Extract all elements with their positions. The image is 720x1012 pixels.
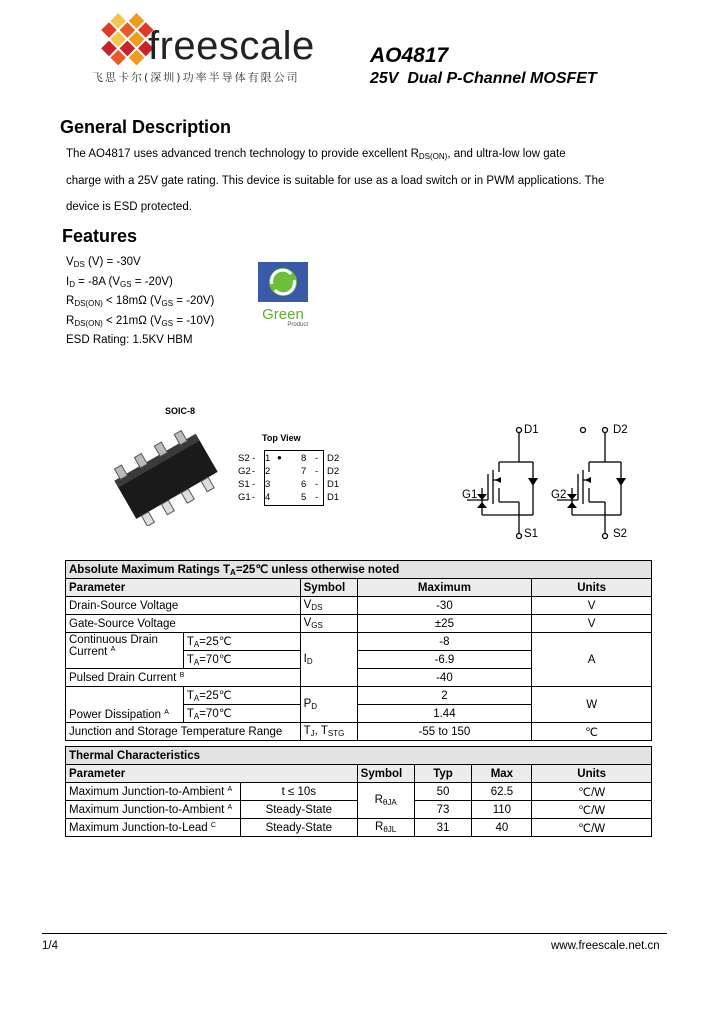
description-line-3: device is ESD protected. (66, 201, 192, 213)
table-row: $T_A=70℃$ -6.9 (66, 651, 652, 669)
pin-row: 7 - D2 (301, 466, 340, 477)
general-description-heading: General Description (60, 117, 232, 137)
table-row: Power Dissipation $^A$ $T_A=25℃$ $P_D$ 2 W (66, 687, 652, 705)
table-row: $T_A=70℃$ 1.44 (66, 705, 652, 723)
pinout-right (301, 452, 339, 504)
top-view-label: Top View (262, 433, 301, 443)
table-row: Maximum Junction-to-Ambient $^A$ t ≤ 10s $R_{\theta JA}$ 50 62.5 ℃/W (66, 783, 652, 801)
table-header-row: Parameter Symbol Typ Max Units (66, 765, 652, 783)
feature-vds: $V_{DS}$ (V) = -30V (66, 256, 141, 269)
table-row: Maximum Junction-to-Lead $^C$ Steady-State $R_{\theta JL}$ 31 40 ℃/W (66, 819, 652, 837)
green-product-label: Product (287, 322, 308, 328)
table-row: Drain-Source Voltage $V_{DS}$ -30 V (66, 597, 652, 615)
thermal-characteristics-table (65, 746, 652, 837)
pin-row: S1 - 3 (238, 479, 271, 490)
part-number: AO4817 (370, 44, 449, 67)
pin-row: G1- 4 (238, 492, 271, 503)
schematic-d1-label: D1 (524, 424, 539, 436)
brand-chinese-name: 飞思卡尔(深圳)功率半导体有限公司 (92, 71, 300, 84)
soic8-package-icon (112, 426, 222, 526)
recycle-globe-icon (258, 262, 308, 302)
feature-id: $I_D = -8A$ $(V_{GS} = -20V)$ (66, 275, 173, 289)
table-row: Pulsed Drain Current $^B$ -40 (66, 669, 652, 687)
abs-max-title: Absolute Maximum Ratings $T_A=25℃$ unless otherwise noted (66, 561, 652, 579)
schematic-s2-label: S2 (613, 528, 628, 540)
product-subtitle: 25V Dual P-Channel MOSFET (370, 70, 597, 87)
pin1-marker-icon: ● (277, 453, 282, 462)
pin-row: 6 - D1 (301, 479, 340, 490)
absolute-maximum-ratings-table (65, 560, 652, 741)
description-line-2: charge with a 25V gate rating. This device is suitable for use as a load switch or in PWM applications. The (66, 175, 605, 187)
schematic-s1-label: S1 (524, 528, 539, 540)
pin-row: G2- 2 (238, 466, 271, 477)
table-row: Maximum Junction-to-Ambient $^A$ Steady-State 73 110 ℃/W (66, 801, 652, 819)
features-list (66, 254, 214, 349)
brand-name: freescale (148, 24, 315, 68)
green-label: Green (262, 306, 304, 323)
feature-rdson-10v: $R_{DS(ON)} < 21m\Omega$ $(V_{GS} = -10V)$ (66, 314, 215, 328)
green-product-logo (258, 262, 308, 328)
page-number: 1/4 (42, 940, 58, 952)
description-line-1: The AO4817 uses advanced trench technology to provide excellent $R_{DS(ON)}$, and ultra-low low gate (66, 148, 566, 161)
footer-url-link[interactable]: www.freescale.net.cn (551, 940, 660, 952)
schematic-g1-label: G1 (462, 489, 478, 501)
pinout-left (238, 452, 275, 504)
feature-rdson-20v: $R_{DS(ON)} < 18m\Omega$ $(V_{GS} = -20V)$ (66, 295, 215, 308)
features-heading: Features (62, 226, 138, 246)
feature-esd: ESD Rating: 1.5KV HBM (66, 334, 193, 346)
pin-row: 5 - D1 (301, 492, 340, 503)
table-row: Continuous Drain Current $^A$ $T_A=25℃$ $I_D$ -8 A (66, 633, 652, 651)
pin-row: S2 - 1 (238, 453, 271, 464)
schematic-g2-label: G2 (551, 489, 567, 501)
package-name: SOIC-8 (165, 406, 196, 416)
thermal-title: Thermal Characteristics (66, 747, 652, 765)
pin-row: 8 - D2 (301, 453, 340, 464)
table-header-row: Parameter Symbol Maximum Units (66, 579, 652, 597)
schematic-d2-label: D2 (613, 424, 628, 436)
table-row: Junction and Storage Temperature Range $T_J$, $T_{STG}$ -55 to 150 ℃ (66, 723, 652, 741)
table-row: Gate-Source Voltage $V_{GS}$ ±25 V (66, 615, 652, 633)
footer-divider (42, 933, 667, 934)
